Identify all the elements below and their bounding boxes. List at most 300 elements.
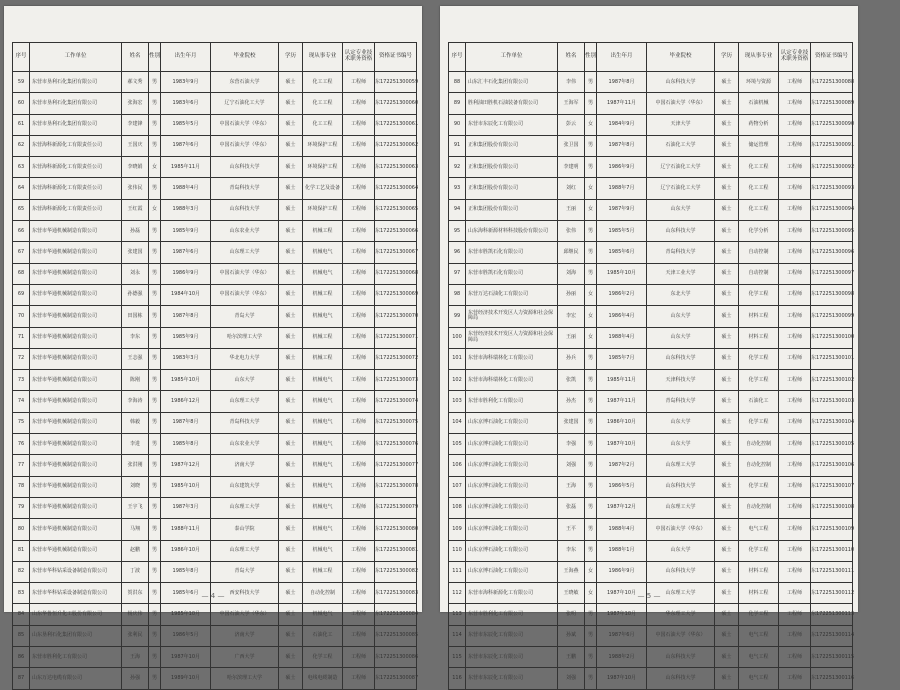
cell-gender: 女 [585,306,597,327]
cell-cert: 东172251300078 [375,476,417,497]
cell-cert: 东172251300084 [375,604,417,625]
header-level: 认定专业技术职务资格 [343,43,375,72]
cell-work-unit: 山东京博石油化工有限公司 [466,540,558,561]
cell-major: 机械电气 [303,497,343,518]
cell-work-unit: 东营市华通机械制造有限公司 [30,455,122,476]
cell-degree: 硕士 [279,668,303,689]
cell-work-unit: 山东万达电缆有限公司 [30,668,122,689]
cell-major: 机械工程 [303,327,343,348]
cell-degree: 硕士 [715,327,739,348]
cell-seq: 68 [13,263,30,284]
cell-name: 孙丽 [558,284,585,305]
cell-name: 张伟 [558,221,585,242]
cell-work-unit: 东营市华科钻采设备制造有限公司 [30,561,122,582]
cell-seq: 71 [13,327,30,348]
cell-gender: 男 [585,412,597,433]
cell-work-unit: 东营市东辰化工有限公司 [466,114,558,135]
cell-name: 李晓娟 [122,157,149,178]
cell-level: 工程师 [779,540,811,561]
cell-birth: 1987年6月 [161,135,211,156]
cell-work-unit: 东营市华科钻采设备制造有限公司 [30,583,122,604]
cell-name: 李宏 [558,306,585,327]
cell-school: 山东农业大学 [211,434,279,455]
cell-major: 化学工程 [739,370,779,391]
cell-major: 化学工程 [739,412,779,433]
table-row [449,242,853,263]
cell-name: 王宇飞 [122,497,149,518]
cell-name: 陈刚 [122,370,149,391]
cell-major: 储运管理 [739,135,779,156]
cell-gender: 男 [585,221,597,242]
cell-work-unit: 山东京博石油化工有限公司 [466,497,558,518]
cell-degree: 硕士 [715,348,739,369]
cell-gender: 男 [585,72,597,93]
cell-level: 工程师 [779,284,811,305]
cell-work-unit: 东营市海科新源化工有限公司 [466,583,558,604]
cell-degree: 硕士 [279,391,303,412]
cell-gender: 男 [149,370,161,391]
cell-work-unit: 东营市华通机械制造有限公司 [30,221,122,242]
cell-level: 工程师 [779,561,811,582]
cell-school: 山东理工大学 [647,497,715,518]
cell-cert: 东172251300072 [375,348,417,369]
cell-seq: 75 [13,412,30,433]
cell-level: 工程师 [779,391,811,412]
cell-work-unit: 东营市胜利化工有限公司 [30,647,122,668]
cell-name: 李进 [122,434,149,455]
cell-major: 电气工程 [739,519,779,540]
cell-level: 工程师 [343,135,375,156]
cell-birth: 1985年10月 [597,263,647,284]
cell-school: 西安科技大学 [211,583,279,604]
cell-name: 李东 [122,327,149,348]
cell-name: 王海 [122,647,149,668]
table-row [449,348,853,369]
cell-work-unit: 山东京博石油化工有限公司 [466,434,558,455]
cell-level: 工程师 [779,604,811,625]
cell-birth: 1986年9月 [597,157,647,178]
cell-seq: 62 [13,135,30,156]
table-row [13,476,417,497]
cell-level: 工程师 [343,604,375,625]
cell-birth: 1987年6月 [161,242,211,263]
cell-gender: 男 [149,561,161,582]
cell-school: 山东科技大学 [647,647,715,668]
cell-gender: 男 [149,412,161,433]
cell-school: 山东大学 [211,370,279,391]
header-level: 认定专业技术职务资格 [779,43,811,72]
cell-school: 哈尔滨理工大学 [211,668,279,689]
table-row [449,221,853,242]
cell-cert: 东172251300060 [375,93,417,114]
table-row [449,178,853,199]
cell-major: 化学工程 [739,284,779,305]
cell-major: 机械电气 [303,519,343,540]
page-footer: — 4 — [201,592,225,600]
cell-gender: 男 [149,583,161,604]
cell-seq: 114 [449,625,466,646]
cell-name: 田国栋 [122,306,149,327]
cell-major: 机械电气 [303,306,343,327]
cell-gender: 男 [149,519,161,540]
page-footer: — 5 — [637,592,661,600]
cell-seq: 101 [449,348,466,369]
table-header-row [449,43,853,72]
cell-seq: 91 [449,135,466,156]
cell-level: 工程师 [343,157,375,178]
cell-name: 刘晓 [122,476,149,497]
table-row [449,327,853,348]
cell-cert: 东172251300070 [375,306,417,327]
cell-school: 山东农业大学 [211,221,279,242]
cell-major: 材料工程 [739,306,779,327]
cell-degree: 硕士 [715,497,739,518]
cell-degree: 硕士 [279,93,303,114]
cell-school: 山东科技大学 [211,199,279,220]
cell-school: 哈尔滨理工大学 [211,327,279,348]
cell-school: 广西大学 [211,647,279,668]
cell-work-unit: 山东华鲁恒升化工股份有限公司 [30,604,122,625]
cell-major: 环境保护工程 [303,135,343,156]
cell-cert: 东172251300106 [811,455,853,476]
cell-gender: 男 [585,519,597,540]
cell-work-unit: 东营经济技术开发区人力资源和社会保障局 [466,327,558,348]
cell-major: 材料工程 [739,583,779,604]
cell-cert: 东172251300098 [811,284,853,305]
cell-work-unit: 山东京博石油化工有限公司 [466,476,558,497]
cell-gender: 男 [149,434,161,455]
cell-seq: 109 [449,519,466,540]
cell-major: 自动化控制 [739,434,779,455]
cell-seq: 108 [449,497,466,518]
cell-cert: 东172251300061 [375,114,417,135]
cell-major: 化学工程 [739,476,779,497]
cell-school: 山东科技大学 [647,668,715,689]
cell-birth: 1987年10月 [597,583,647,604]
header-school: 毕业院校 [211,43,279,72]
cell-degree: 硕士 [279,157,303,178]
cell-school: 山东理工大学 [211,242,279,263]
cell-level: 工程师 [779,625,811,646]
cell-seq: 69 [13,284,30,305]
cell-gender: 男 [149,647,161,668]
cell-degree: 硕士 [279,583,303,604]
cell-major: 化学工艺及设备 [303,178,343,199]
cell-degree: 硕士 [715,263,739,284]
header-seq: 序号 [449,43,466,72]
cell-major: 机械电气 [303,455,343,476]
cell-work-unit: 东营市垦利石化集团有限公司 [30,72,122,93]
cell-work-unit: 东营市华通机械制造有限公司 [30,476,122,497]
cell-work-unit: 正和集团股份有限公司 [466,199,558,220]
cell-work-unit: 东营经济技术开发区人力资源和社会保障局 [466,306,558,327]
cell-cert: 东172251300059 [375,72,417,93]
cell-gender: 女 [585,561,597,582]
cell-major: 自动控制 [739,263,779,284]
cell-major: 机械工程 [303,284,343,305]
cell-birth: 1987年11月 [597,93,647,114]
table-row [13,625,417,646]
cell-seq: 98 [449,284,466,305]
cell-school: 青岛科技大学 [647,391,715,412]
cell-name: 张利民 [122,625,149,646]
cell-major: 电线电缆制造 [303,668,343,689]
cell-gender: 男 [585,135,597,156]
cell-major: 环境保护工程 [303,157,343,178]
table-row [13,114,417,135]
header-major: 现从事专业 [303,43,343,72]
table-row [13,370,417,391]
cell-degree: 硕士 [279,306,303,327]
cell-level: 工程师 [343,306,375,327]
cell-work-unit: 山东垦利石化集团有限公司 [30,625,122,646]
cell-seq: 105 [449,434,466,455]
cell-work-unit: 东营市华通机械制造有限公司 [30,519,122,540]
cell-name: 孙德强 [122,284,149,305]
cell-work-unit: 东营市胜凯石化有限公司 [466,242,558,263]
cell-cert: 东172251300094 [811,199,853,220]
cell-name: 孙兵 [558,348,585,369]
cell-school: 青岛科技大学 [647,242,715,263]
cell-seq: 86 [13,647,30,668]
cell-level: 工程师 [779,93,811,114]
cell-gender: 男 [585,348,597,369]
cell-degree: 硕士 [279,561,303,582]
cell-cert: 东172251300097 [811,263,853,284]
cell-name: 赵鹏 [122,540,149,561]
cell-seq: 94 [449,199,466,220]
cell-major: 石油化工 [303,625,343,646]
cell-gender: 男 [585,263,597,284]
cell-name: 张卫国 [558,135,585,156]
cell-level: 工程师 [343,412,375,433]
cell-name: 邱继民 [558,242,585,263]
cell-work-unit: 东营市华通机械制造有限公司 [30,348,122,369]
cell-gender: 男 [585,476,597,497]
cell-work-unit: 东营市华通机械制造有限公司 [30,306,122,327]
cell-gender: 男 [585,157,597,178]
cell-name: 王海 [558,476,585,497]
cell-cert: 东172251300103 [811,391,853,412]
cell-birth: 1987年8月 [597,72,647,93]
cell-birth: 1987年10月 [161,647,211,668]
cell-school: 辽宁石油化工大学 [647,157,715,178]
cell-gender: 男 [585,625,597,646]
cell-work-unit: 东营市胜利化工有限公司 [466,391,558,412]
table-row [13,199,417,220]
cell-major: 化工工程 [303,93,343,114]
cell-seq: 106 [449,455,466,476]
cell-seq: 96 [449,242,466,263]
cell-gender: 男 [149,327,161,348]
cell-seq: 90 [449,114,466,135]
cell-seq: 67 [13,242,30,263]
cell-degree: 硕士 [279,114,303,135]
cell-level: 工程师 [779,157,811,178]
cell-degree: 硕士 [715,391,739,412]
cell-degree: 硕士 [715,647,739,668]
table-row [449,604,853,625]
cell-birth: 1983年3月 [161,348,211,369]
cell-gender: 男 [149,497,161,518]
cell-work-unit: 东营海科新源化工有限责任公司 [30,199,122,220]
cell-seq: 64 [13,178,30,199]
cell-birth: 1987年8月 [161,412,211,433]
cell-work-unit: 东营市东辰化工有限公司 [466,647,558,668]
cell-cert: 东172251300085 [375,625,417,646]
cell-seq: 113 [449,604,466,625]
cell-name: 郝文秀 [122,72,149,93]
cell-work-unit: 东营市海科瑞林化工有限公司 [466,370,558,391]
cell-gender: 男 [149,72,161,93]
cell-cert: 东172251300065 [375,199,417,220]
cell-seq: 65 [13,199,30,220]
cell-major: 机械工程 [303,221,343,242]
cell-name: 彭云 [558,114,585,135]
cell-seq: 81 [13,540,30,561]
cell-degree: 硕士 [279,199,303,220]
cell-cert: 东172251300064 [375,178,417,199]
cell-major: 化学工程 [303,647,343,668]
table-row [13,263,417,284]
cell-degree: 硕士 [279,221,303,242]
cell-degree: 硕士 [715,540,739,561]
cell-work-unit: 山东京博石油化工有限公司 [466,519,558,540]
cell-major: 机械电气 [303,412,343,433]
cell-major: 机械电气 [303,434,343,455]
cell-cert: 东172251300096 [811,242,853,263]
cell-seq: 95 [449,221,466,242]
cell-seq: 116 [449,668,466,689]
cell-level: 工程师 [343,519,375,540]
cell-seq: 93 [449,178,466,199]
cell-school: 山东理工大学 [647,455,715,476]
cell-birth: 1986年5月 [161,625,211,646]
cell-name: 张建国 [558,412,585,433]
table-row [449,370,853,391]
cell-degree: 硕士 [279,178,303,199]
cell-degree: 硕士 [279,455,303,476]
cell-degree: 硕士 [279,476,303,497]
cell-work-unit: 正和集团股份有限公司 [466,135,558,156]
cell-birth: 1985年11月 [597,370,647,391]
cell-school: 东北大学 [647,284,715,305]
cell-work-unit: 正和集团股份有限公司 [466,157,558,178]
cell-gender: 女 [585,327,597,348]
cell-level: 工程师 [343,497,375,518]
cell-birth: 1985年5月 [597,221,647,242]
cell-major: 自动控制 [739,242,779,263]
cell-major: 化工工程 [739,178,779,199]
cell-level: 工程师 [779,306,811,327]
cell-major: 化学工程 [739,348,779,369]
header-work-unit: 工作单位 [30,43,122,72]
header-cert: 资格证书编号 [811,43,853,72]
cell-degree: 硕士 [279,135,303,156]
cell-work-unit: 东营市华通机械制造有限公司 [30,263,122,284]
header-degree: 学历 [279,43,303,72]
header-gender: 性别 [585,43,597,72]
cell-school: 山东科技大学 [647,221,715,242]
cell-gender: 男 [149,306,161,327]
cell-degree: 硕士 [715,668,739,689]
cell-level: 工程师 [343,668,375,689]
cell-name: 王红霞 [122,199,149,220]
cell-work-unit: 东营市华通机械制造有限公司 [30,412,122,433]
cell-cert: 东172251300077 [375,455,417,476]
cell-birth: 1986年10月 [161,540,211,561]
cell-gender: 男 [149,263,161,284]
cell-name: 王海军 [558,93,585,114]
cell-cert: 东172251300107 [811,476,853,497]
cell-gender: 女 [585,583,597,604]
cell-seq: 70 [13,306,30,327]
cell-cert: 东172251300083 [375,583,417,604]
cell-seq: 97 [449,263,466,284]
header-school: 毕业院校 [647,43,715,72]
cell-school: 中国石油大学（华东） [211,604,279,625]
cell-gender: 男 [585,434,597,455]
cell-seq: 72 [13,348,30,369]
cell-gender: 男 [149,242,161,263]
cell-name: 刘强 [558,668,585,689]
table-row [13,284,417,305]
cell-cert: 东172251300114 [811,625,853,646]
cell-level: 工程师 [779,583,811,604]
cell-school: 中国石油大学（华东） [647,93,715,114]
table-row [13,434,417,455]
table-row [449,263,853,284]
cell-school: 中国石油大学（华东） [211,263,279,284]
cell-seq: 92 [449,157,466,178]
cell-name: 王海燕 [558,561,585,582]
cell-gender: 男 [585,391,597,412]
cell-birth: 1987年10月 [597,604,647,625]
table-row [13,327,417,348]
cell-birth: 1988年4月 [597,327,647,348]
cell-major: 机械电气 [303,540,343,561]
cell-degree: 硕士 [715,434,739,455]
cell-school: 青岛科技大学 [211,178,279,199]
cell-cert: 东172251300089 [811,93,853,114]
cell-work-unit: 东营海科新源化工有限责任公司 [30,157,122,178]
cell-cert: 东172251300079 [375,497,417,518]
cell-school: 山东建筑大学 [211,476,279,497]
table-row [449,306,853,327]
cell-name: 李东 [558,540,585,561]
cell-name: 张凯 [558,370,585,391]
cell-level: 工程师 [779,647,811,668]
cell-major: 化工工程 [303,72,343,93]
cell-seq: 88 [449,72,466,93]
cell-work-unit: 东营市垦利石化集团有限公司 [30,114,122,135]
cell-birth: 1985年10月 [161,476,211,497]
table-row [13,647,417,668]
cell-cert: 东172251300092 [811,157,853,178]
cell-degree: 硕士 [715,412,739,433]
cell-name: 刘强 [558,455,585,476]
cell-school: 山东科技大学 [211,157,279,178]
cell-level: 工程师 [779,434,811,455]
cell-degree: 硕士 [279,540,303,561]
header-work-unit: 工作单位 [466,43,558,72]
table-row [449,135,853,156]
table-row [13,178,417,199]
cell-name: 刘海 [558,263,585,284]
cell-seq: 111 [449,561,466,582]
header-name: 姓名 [558,43,585,72]
table-row [13,412,417,433]
